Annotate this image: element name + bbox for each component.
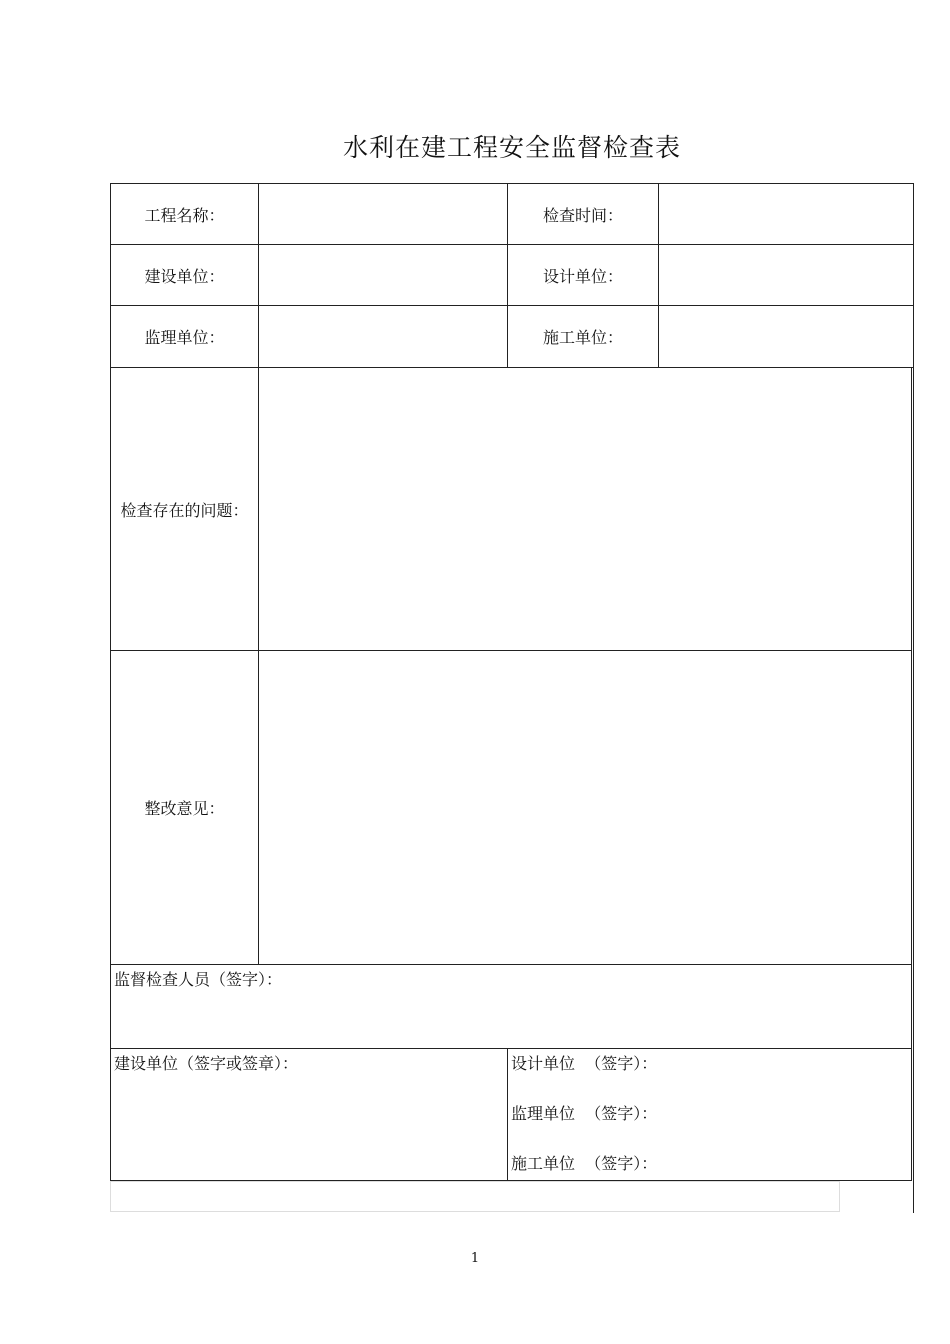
issues-value[interactable]: [258, 367, 912, 651]
owner-signature-label: 建设单位（签字或签章）：: [114, 1054, 299, 1073]
supervision-unit-signature-sign: （签字）：: [585, 1104, 658, 1123]
supervision-unit-label: 监理单位：: [110, 305, 259, 368]
inspector-signature-field[interactable]: [110, 964, 912, 1049]
design-unit-signature-unit: 设计单位: [511, 1054, 576, 1073]
contractor-unit-value[interactable]: [658, 305, 914, 368]
other-signatures-field[interactable]: [507, 1048, 912, 1181]
design-unit-value[interactable]: [658, 244, 914, 306]
contractor-unit-label: 施工单位：: [507, 305, 659, 368]
project-name-label: 工程名称：: [110, 183, 259, 245]
design-unit-label: 设计单位：: [507, 244, 659, 306]
page-title: 水利在建工程安全监督检查表: [342, 133, 681, 162]
page-number: 1: [470, 1251, 480, 1266]
contractor-unit-signature-unit: 施工单位: [511, 1154, 576, 1173]
rectification-value[interactable]: [258, 650, 912, 965]
contractor-unit-signature-sign: （签字）：: [585, 1154, 658, 1173]
empty-trailing-row: [110, 1181, 840, 1212]
contractor-unit-signature: [511, 1151, 657, 1174]
supervision-unit-signature: [511, 1101, 657, 1124]
supervision-unit-signature-unit: 监理单位: [511, 1104, 576, 1123]
construction-unit-value[interactable]: [258, 244, 508, 306]
rectification-label: 整改意见：: [110, 650, 259, 965]
project-name-value[interactable]: [258, 183, 508, 245]
design-unit-signature-sign: （签字）：: [585, 1054, 658, 1073]
table-right-edge-line: [913, 183, 914, 1213]
inspection-time-value[interactable]: [658, 183, 914, 245]
design-unit-signature: [511, 1051, 657, 1074]
inspection-time-label: 检查时间：: [507, 183, 659, 245]
inspector-signature-label: 监督检查人员（签字）：: [114, 970, 283, 989]
construction-unit-label: 建设单位：: [110, 244, 259, 306]
issues-label: 检查存在的问题：: [110, 367, 259, 651]
owner-signature-field[interactable]: [110, 1048, 508, 1181]
supervision-unit-value[interactable]: [258, 305, 508, 368]
